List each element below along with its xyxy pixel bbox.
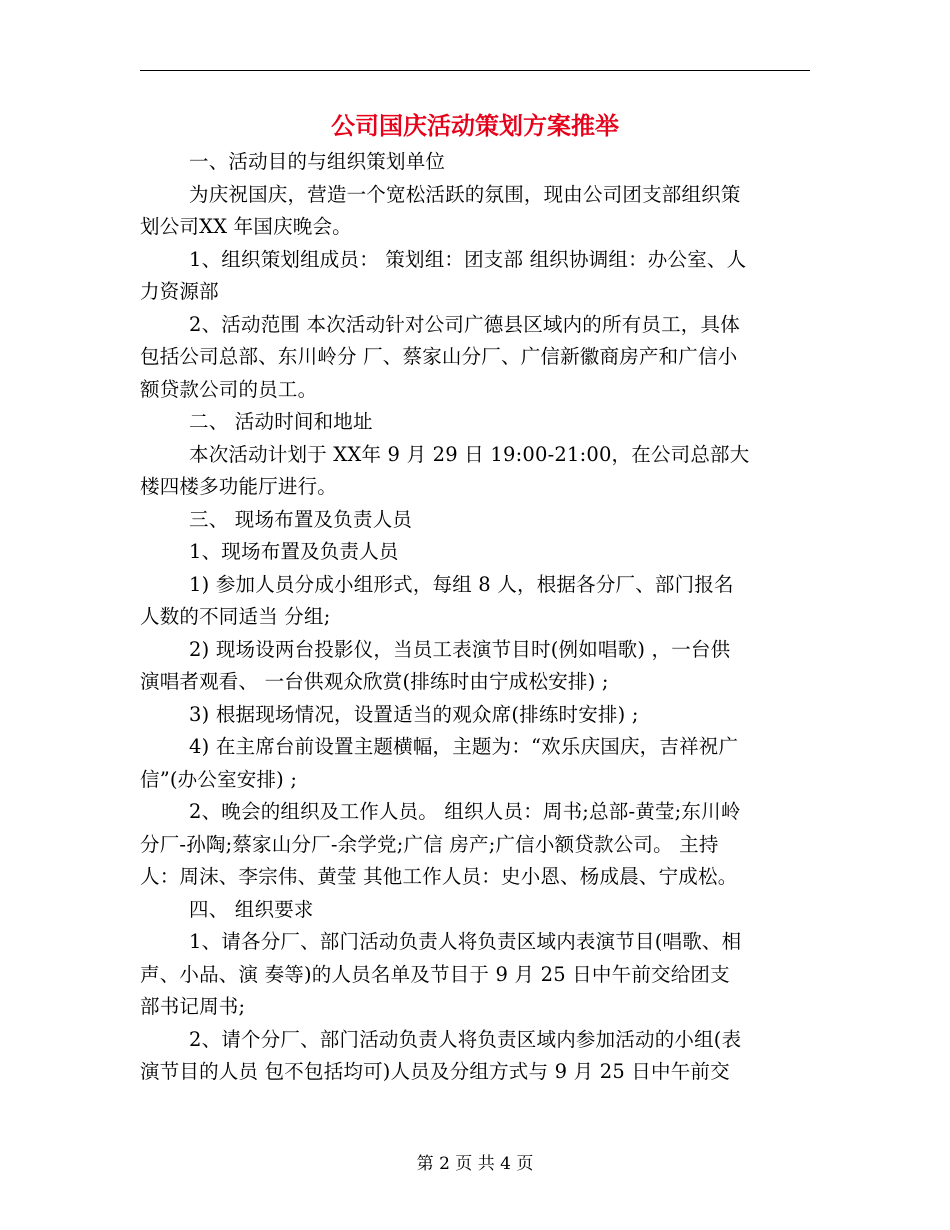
text-line: 力资源部 xyxy=(140,280,219,303)
paragraph xyxy=(140,406,810,439)
paragraph xyxy=(140,536,810,569)
paragraph xyxy=(140,244,810,309)
text-line: 2、请个分厂、部门活动负责人将负责区域内参加活动的小组(表 xyxy=(189,1027,742,1051)
text-line: 人：周沫、李宗伟、黄莹 其他工作人员：史小恩、杨成晨、宁成松。 xyxy=(140,865,738,888)
paragraph xyxy=(140,439,810,504)
header-rule xyxy=(140,70,810,71)
paragraph xyxy=(140,796,810,894)
text-line: 楼四楼多功能厅进行。 xyxy=(140,475,338,498)
paragraph xyxy=(140,309,810,407)
text-line: 1、组织策划组成员： 策划组：团支部 组织协调组：办公室、人 xyxy=(189,247,747,271)
paragraph xyxy=(140,179,810,244)
text-line: 2、活动范围 本次活动针对公司广德县区域内的所有员工，具体 xyxy=(189,312,740,336)
paragraph xyxy=(140,894,810,927)
paragraph xyxy=(140,1024,810,1089)
text-line: 2) 现场设两台投影仪，当员工表演节目时(例如唱歌) ，一台供 xyxy=(189,637,731,661)
text-line: 人数的不同适当 分组; xyxy=(140,605,331,628)
text-line: 本次活动计划于 XX年 9 月 29 日 19:00-21:00，在公司总部大 xyxy=(189,442,750,466)
text-line: 演节目的人员 包不包括均可)人员及分组方式与 9 月 25 日中午前交 xyxy=(140,1060,730,1083)
text-line: 演唱者观看、 一台供观众欣赏(排练时由宁成松安排) ; xyxy=(140,670,609,693)
text-line: 1、请各分厂、部门活动负责人将负责区域内表演节目(唱歌、相 xyxy=(189,930,742,953)
paragraph xyxy=(140,634,810,699)
text-line: 4) 在主席台前设置主题横幅，主题为：“欢乐庆国庆，吉祥祝广 xyxy=(189,735,739,758)
text-line: 1) 参加人员分成小组形式，每组 8 人，根据各分厂、部门报名 xyxy=(189,572,734,596)
document-title: 公司国庆活动策划方案推举 xyxy=(331,111,619,140)
text-line: 分厂-孙陶;蔡家山分厂-余学党;广信 房产;广信小额贷款公司。 主持 xyxy=(140,832,719,856)
text-line: 一、活动目的与组织策划单位 xyxy=(189,150,446,173)
text-line: 额贷款公司的员工。 xyxy=(140,377,318,401)
page-footer: 第 2 页 共 4 页 xyxy=(416,1154,534,1174)
paragraph xyxy=(140,699,810,732)
paragraph xyxy=(140,504,810,537)
text-line: 1、现场布置及负责人员 xyxy=(189,540,399,563)
text-line: 声、小品、演 奏等)的人员名单及节目于 9 月 25 日中午前交给团支 xyxy=(140,962,730,986)
text-line: 为庆祝国庆，营造一个宽松活跃的氛围，现由公司团支部组织策 xyxy=(189,182,741,206)
text-line: 二、 活动时间和地址 xyxy=(189,410,373,433)
paragraph xyxy=(140,731,810,796)
text-line: 四、 组织要求 xyxy=(189,897,314,921)
paragraph xyxy=(140,926,810,1024)
document-body xyxy=(140,146,810,1089)
text-line: 信”(办公室安排) ; xyxy=(140,767,298,791)
text-line: 划公司XX 年国庆晚会。 xyxy=(140,215,352,238)
paragraph xyxy=(140,146,810,179)
paragraph xyxy=(140,569,810,634)
text-line: 3) 根据现场情况，设置适当的观众席(排练时安排) ; xyxy=(189,702,639,726)
text-line: 三、 现场布置及负责人员 xyxy=(189,507,413,531)
text-line: 2、晚会的组织及工作人员。 组织人员：周书;总部-黄莹;东川岭 xyxy=(189,800,741,823)
text-line: 包括公司总部、东川岭分 厂、蔡家山分厂、广信新徽商房产和广信小 xyxy=(140,345,738,368)
text-line: 部书记周书; xyxy=(140,995,246,1018)
